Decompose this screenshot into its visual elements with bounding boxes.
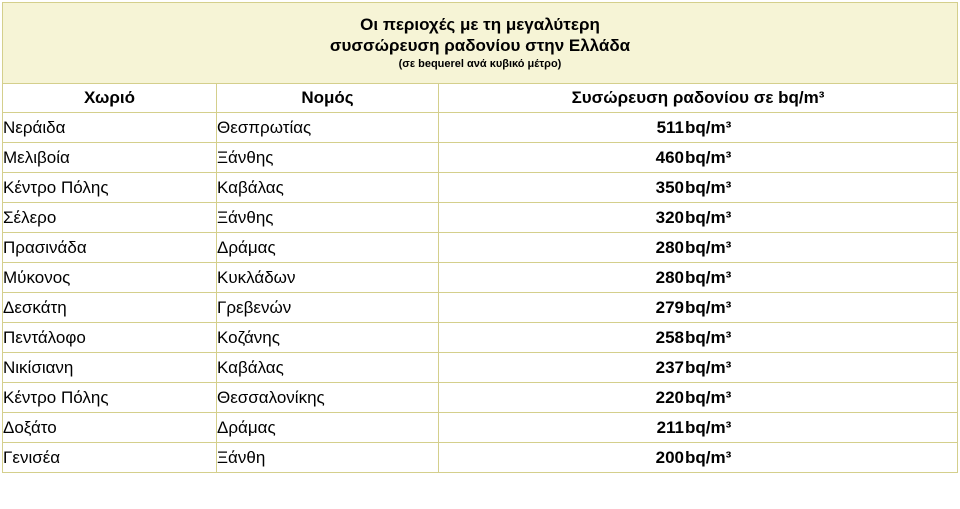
radon-unit: bq/m³ [685,327,732,347]
column-header-village: Χωριό [3,84,217,113]
village-cell: Μύκονος [3,263,217,293]
village-cell: Νικίσιανη [3,353,217,383]
radon-value: 237 [655,357,685,377]
radon-unit: bq/m³ [685,267,732,287]
radon-value-cell [439,143,958,173]
radon-value: 280 [655,237,685,257]
radon-value: 220 [655,387,685,407]
radon-unit: bq/m³ [685,387,732,407]
prefecture-cell: Κυκλάδων [217,263,439,293]
radon-value-cell [439,203,958,233]
radon-unit: bq/m³ [685,447,732,467]
prefecture-cell: Ξάνθης [217,203,439,233]
radon-unit: bq/m³ [685,117,732,137]
radon-value: 211 [656,417,685,437]
village-cell: Κέντρο Πόλης [3,173,217,203]
village-cell: Νεράιδα [3,113,217,143]
radon-value: 460 [655,147,685,167]
radon-value: 350 [655,177,685,197]
table-row [3,353,958,383]
prefecture-cell: Ξάνθης [217,143,439,173]
prefecture-cell: Θεσπρωτίας [217,113,439,143]
radon-unit: bq/m³ [685,237,732,257]
radon-value: 200 [655,447,685,467]
table-row [3,143,958,173]
radon-value: 280 [655,267,685,287]
radon-value: 279 [655,297,685,317]
table-row [3,263,958,293]
radon-value-cell [439,293,958,323]
radon-table-container [2,2,957,473]
radon-table [2,2,958,473]
radon-value-cell [439,353,958,383]
radon-value-cell [439,323,958,353]
radon-unit: bq/m³ [685,177,732,197]
village-cell: Γενισέα [3,443,217,473]
radon-value-cell [439,173,958,203]
radon-value-cell [439,113,958,143]
table-row [3,203,958,233]
column-header-prefecture: Νομός [217,84,439,113]
prefecture-cell: Θεσσαλονίκης [217,383,439,413]
radon-unit: bq/m³ [685,357,732,377]
village-cell: Κέντρο Πόλης [3,383,217,413]
radon-value-cell [439,413,958,443]
radon-unit: bq/m³ [685,207,732,227]
village-cell: Πρασινάδα [3,233,217,263]
table-row [3,413,958,443]
prefecture-cell: Δράμας [217,233,439,263]
table-row [3,293,958,323]
village-cell: Δεσκάτη [3,293,217,323]
radon-value-cell [439,383,958,413]
village-cell: Δοξάτο [3,413,217,443]
caption-subtitle: (σε bequerel ανά κυβικό μέτρο) [398,58,562,70]
prefecture-cell: Γρεβενών [217,293,439,323]
prefecture-cell: Ξάνθη [217,443,439,473]
table-row [3,233,958,263]
radon-value-cell [439,233,958,263]
prefecture-cell: Καβάλας [217,353,439,383]
radon-value: 320 [655,207,685,227]
radon-value: 258 [655,327,685,347]
village-cell: Πεντάλοφο [3,323,217,353]
radon-value-cell [439,443,958,473]
table-row [3,173,958,203]
radon-unit: bq/m³ [685,297,732,317]
prefecture-cell: Κοζάνης [217,323,439,353]
header-row [3,84,958,113]
column-header-value: Συσώρευση ραδονίου σε bq/m³ [439,84,958,113]
caption-row [3,3,958,84]
table-row [3,323,958,353]
village-cell: Μελιβοία [3,143,217,173]
table-caption [3,3,958,84]
radon-value-cell [439,263,958,293]
prefecture-cell: Καβάλας [217,173,439,203]
radon-unit: bq/m³ [685,147,732,167]
prefecture-cell: Δράμας [217,413,439,443]
caption-title-line1: Οι περιοχές με τη μεγαλύτερη [360,15,600,34]
table-row [3,443,958,473]
caption-title-line2: συσσώρευση ραδονίου στην Ελλάδα [329,36,631,55]
radon-unit: bq/m³ [685,417,732,437]
table-row [3,113,958,143]
radon-value: 511 [656,117,685,137]
table-row [3,383,958,413]
village-cell: Σέλερο [3,203,217,233]
